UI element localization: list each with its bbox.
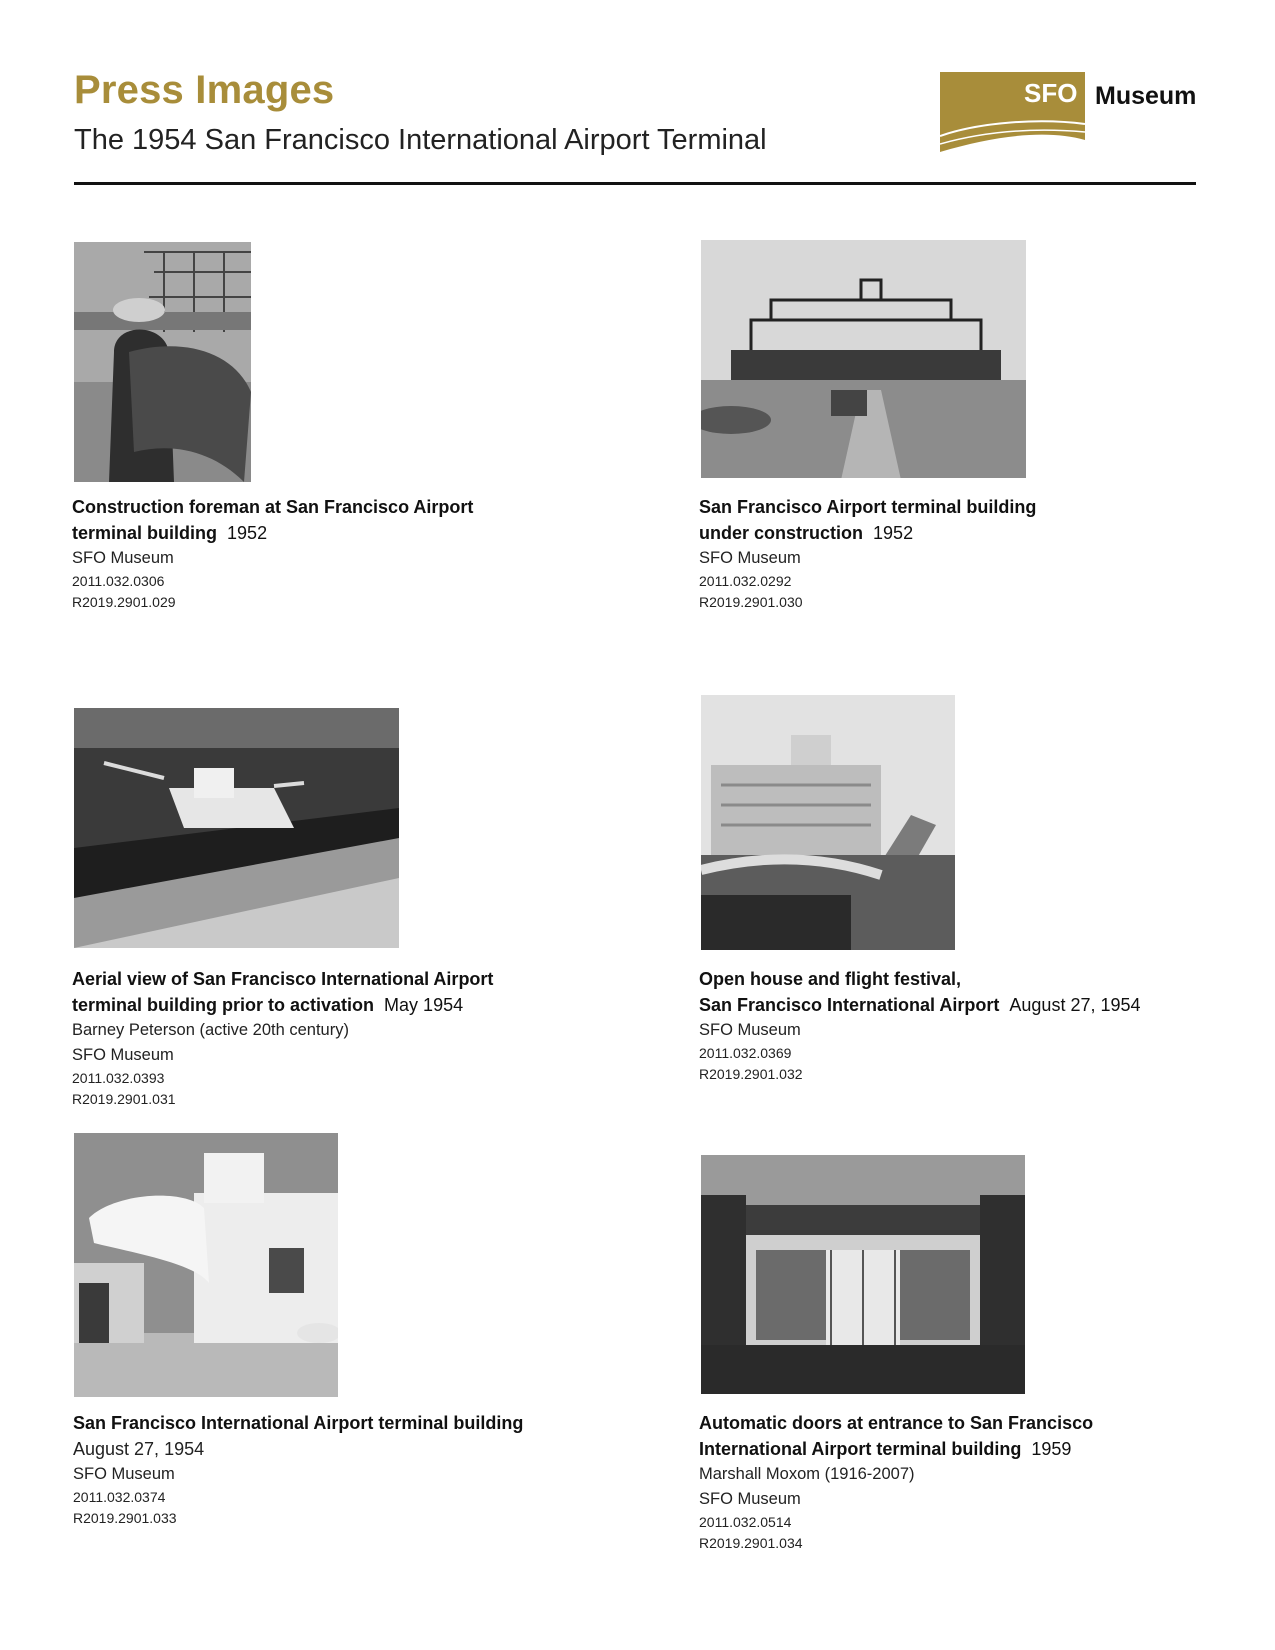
caption-date: 1952 (873, 523, 914, 543)
caption-date: August 27, 1954 (73, 1439, 205, 1459)
photo-terminal-under-construction (701, 240, 1026, 478)
caption-date: May 1954 (384, 995, 464, 1015)
caption-date: 1959 (1031, 1439, 1072, 1459)
caption-object-id: 2011.032.0292 (699, 573, 792, 589)
caption-date: August 27, 1954 (1009, 995, 1141, 1015)
caption-object-id: 2011.032.0306 (72, 573, 165, 589)
caption-title: Aerial view of San Francisco International Airport (72, 969, 494, 989)
caption-title: San Francisco International Airport terminal building (73, 1413, 524, 1433)
caption-title: San Francisco International Airport August 27, 1954 (699, 995, 1141, 1015)
caption-object-id: 2011.032.0369 (699, 1045, 792, 1061)
caption-ref-id: R2019.2901.030 (699, 594, 803, 610)
caption-object-id: 2011.032.0514 (699, 1514, 792, 1530)
caption-entry-1 (72, 494, 592, 613)
caption-title: Construction foreman at San Francisco Airport (72, 497, 474, 517)
caption-ref-id: R2019.2901.033 (73, 1510, 177, 1526)
caption-ref-id: R2019.2901.029 (72, 594, 176, 610)
caption-collection: SFO Museum (72, 1046, 174, 1064)
caption-title: San Francisco Airport terminal building (699, 497, 1037, 517)
caption-title: under construction 1952 (699, 523, 914, 543)
caption-object-id: 2011.032.0393 (72, 1070, 165, 1086)
photo-open-house-flight-festival (701, 695, 955, 950)
caption-title: terminal building 1952 (72, 523, 268, 543)
caption-collection: SFO Museum (73, 1465, 175, 1483)
caption-date: 1952 (227, 523, 268, 543)
caption-credit: Marshall Moxom (1916-2007) (699, 1465, 915, 1483)
caption-title: terminal building prior to activation May 1954 (72, 995, 464, 1015)
caption-object-id: 2011.032.0374 (73, 1489, 166, 1505)
caption-entry-4 (699, 966, 1259, 1085)
caption-collection: SFO Museum (699, 549, 801, 567)
logo-word: Museum (1095, 82, 1197, 110)
caption-ref-id: R2019.2901.031 (72, 1091, 176, 1107)
header-rule (74, 182, 1196, 185)
logo-badge-text: SFO (1024, 78, 1078, 108)
photo-terminal-building (74, 1133, 338, 1397)
caption-entry-2 (699, 494, 1219, 613)
caption-title: Automatic doors at entrance to San Francisco (699, 1413, 1094, 1433)
photo-construction-foreman (74, 242, 251, 482)
page-title: Press Images (74, 68, 335, 112)
caption-title: International Airport terminal building 1959 (699, 1439, 1072, 1459)
caption-title: Open house and flight festival, (699, 969, 962, 989)
caption-collection: SFO Museum (699, 1490, 801, 1508)
caption-credit: Barney Peterson (active 20th century) (72, 1021, 349, 1039)
photo-aerial-view (74, 708, 399, 948)
caption-ref-id: R2019.2901.032 (699, 1066, 803, 1082)
caption-entry-6 (699, 1410, 1219, 1554)
photo-automatic-doors (701, 1155, 1025, 1394)
page-subtitle: The 1954 San Francisco International Airport Terminal (74, 124, 767, 156)
caption-entry-5 (73, 1410, 633, 1529)
caption-ref-id: R2019.2901.034 (699, 1535, 803, 1551)
caption-collection: SFO Museum (699, 1021, 801, 1039)
caption-collection: SFO Museum (72, 549, 174, 567)
caption-entry-3 (72, 966, 592, 1110)
